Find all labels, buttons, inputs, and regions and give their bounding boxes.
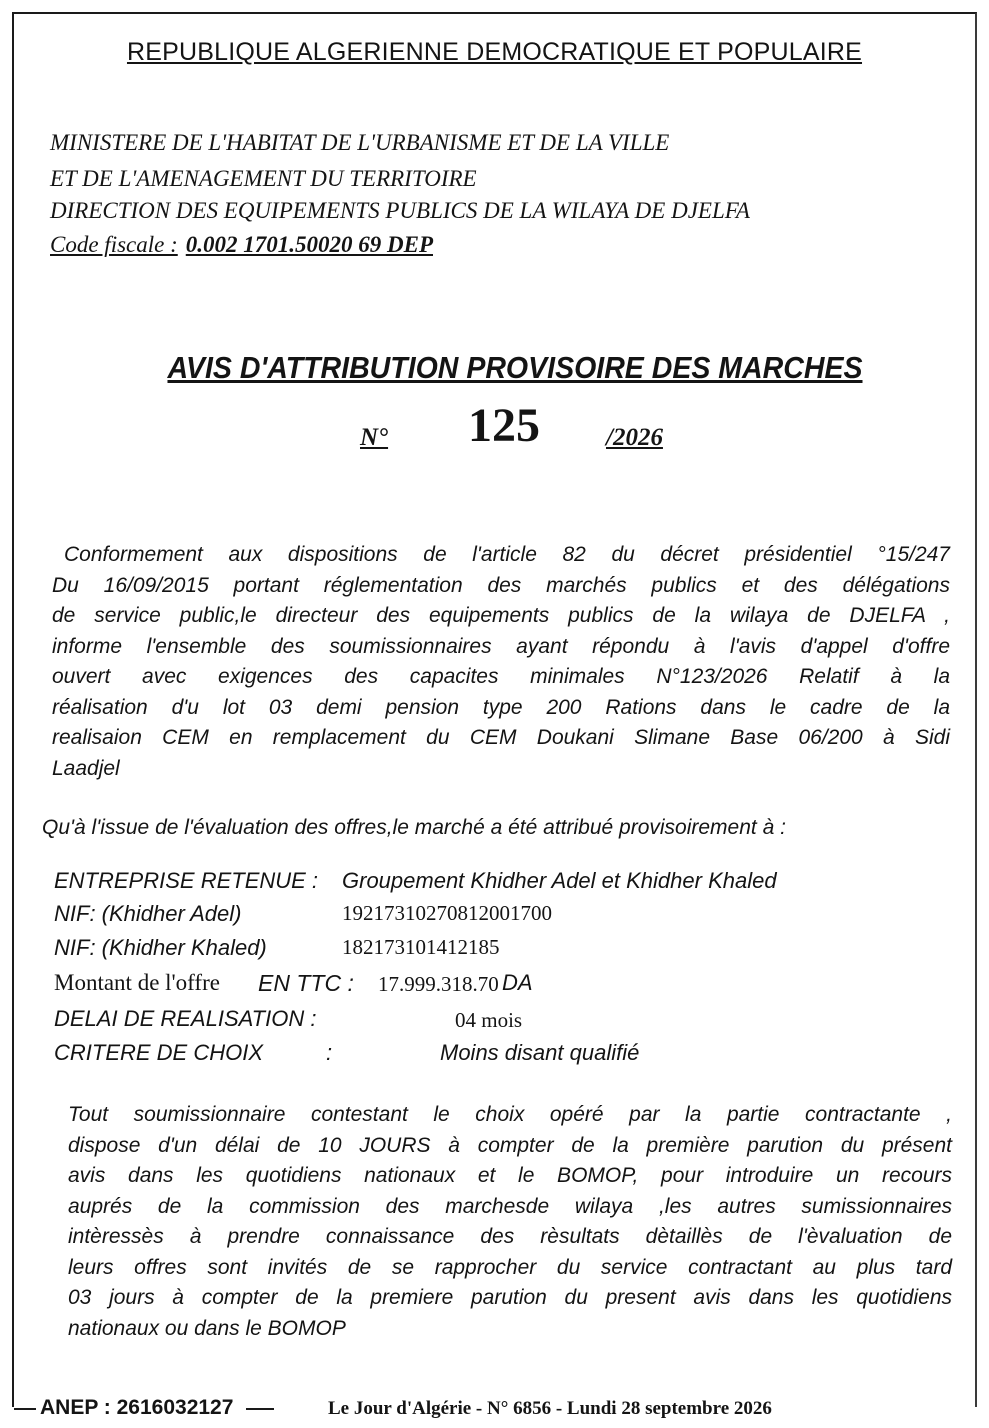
recours-line: avis dans les quotidiens nationaux et le BOMOP, pour introduire un recours (68, 1164, 952, 1187)
critere-label: CRITERE DE CHOIX (54, 1040, 264, 1065)
recours-line: intèressès à prendre connaissance des rèsultats dètaillès de l'èvaluation de (68, 1225, 952, 1248)
nif-value-2: 182173101412185 (342, 935, 500, 959)
intro-line: Laadjel (52, 756, 120, 780)
fiscal-code (50, 232, 433, 258)
recours-line: dispose d'un délai de 10 JOURS à compter de la première parution du présent (68, 1133, 952, 1157)
intro-paragraph (52, 540, 950, 784)
delai-label: DELAI DE REALISATION : (54, 1006, 317, 1031)
intro-line: ouvert avec exigences des capacites minimales N°123/2026 Relatif à la (52, 665, 950, 688)
ministry-line-1: MINISTERE DE L'HABITAT DE L'URBANISME ET DE LA VILLE (50, 130, 670, 155)
fiscal-code-label: Code fiscale : (50, 232, 178, 257)
nif-label-1: NIF: (Khidher Adel) (54, 901, 242, 926)
intro-line: Conformement aux dispositions de l'article 82 du décret présidentiel °15/247 (64, 543, 950, 566)
intro-line: de service public,le directeur des equipements publics de la wilaya de DJELFA , (52, 604, 950, 627)
notice-year: /2026 (606, 424, 663, 451)
recours-line: 03 jours à compter de la premiere parution du present avis dans les quotidiens (68, 1286, 952, 1309)
montant-unit: DA (502, 970, 533, 995)
direction-line: DIRECTION DES EQUIPEMENTS PUBLICS DE LA WILAYA DE DJELFA (50, 198, 750, 223)
recours-paragraph (68, 1100, 952, 1344)
footer-dash-left (14, 1408, 36, 1410)
delai-value: 04 mois (455, 1008, 523, 1032)
nif-label-2: NIF: (Khidher Khaled) (54, 935, 267, 960)
entreprise-value: Groupement Khidher Adel et Khidher Khaled (342, 868, 777, 893)
montant-value: 17.999.318.70 (378, 972, 499, 996)
fiscal-code-value: 0.002 1701.50020 69 DEP (185, 232, 433, 257)
recours-line: auprés de la commission des marchesde wilaya ,les autres sumissionnaires (68, 1194, 952, 1218)
intro-line: realisaion CEM en remplacement du CEM Doukani Slimane Base 06/200 à Sidi (52, 726, 950, 749)
recours-line: leurs offres sont invités de se rapprocher du service contractant au plus tard (68, 1255, 952, 1279)
anep-reference: ANEP : 2616032127 (40, 1396, 234, 1419)
critere-colon: : (326, 1040, 333, 1065)
recours-line: Tout soumissionnaire contestant le choix opéré par la partie contractante , (68, 1103, 952, 1126)
notice-title: AVIS D'ATTRIBUTION PROVISOIRE DES MARCHES (167, 350, 863, 385)
attribution-line: Qu'à l'issue de l'évaluation des offres,le marché a été attribué provisoirement à : (42, 816, 786, 839)
notice-number-label: N° (360, 424, 389, 451)
critere-value: Moins disant qualifié (440, 1040, 640, 1065)
ministry-line-2: ET DE L'AMENAGEMENT DU TERRITOIRE (50, 166, 477, 191)
journal-reference: Le Jour d'Algérie - N° 6856 - Lundi 28 septembre 2026 (328, 1398, 772, 1419)
footer-dash-right (246, 1408, 274, 1410)
montant-label: Montant de l'offre (54, 970, 220, 995)
notice-number: 125 (468, 399, 540, 452)
recours-line: nationaux ou dans le BOMOP (68, 1316, 346, 1340)
montant-ttc: EN TTC : (258, 970, 354, 996)
intro-line: informe l'ensemble des soumissionnaires ayant répondu à l'avis d'appel d'offre (52, 634, 950, 658)
republic-heading: REPUBLIQUE ALGERIENNE DEMOCRATIQUE ET POPULAIRE (126, 38, 863, 66)
nif-value-1: 192173102708120017​00 (342, 901, 552, 925)
footer (0, 1396, 989, 1422)
entreprise-label: ENTREPRISE RETENUE : (54, 868, 319, 893)
intro-line: réalisation d'u lot 03 demi pension type 200 Rations dans le cadre de la (52, 695, 950, 719)
intro-line: Du 16/09/2015 portant réglementation des marchés publics et des délégations (52, 573, 950, 597)
